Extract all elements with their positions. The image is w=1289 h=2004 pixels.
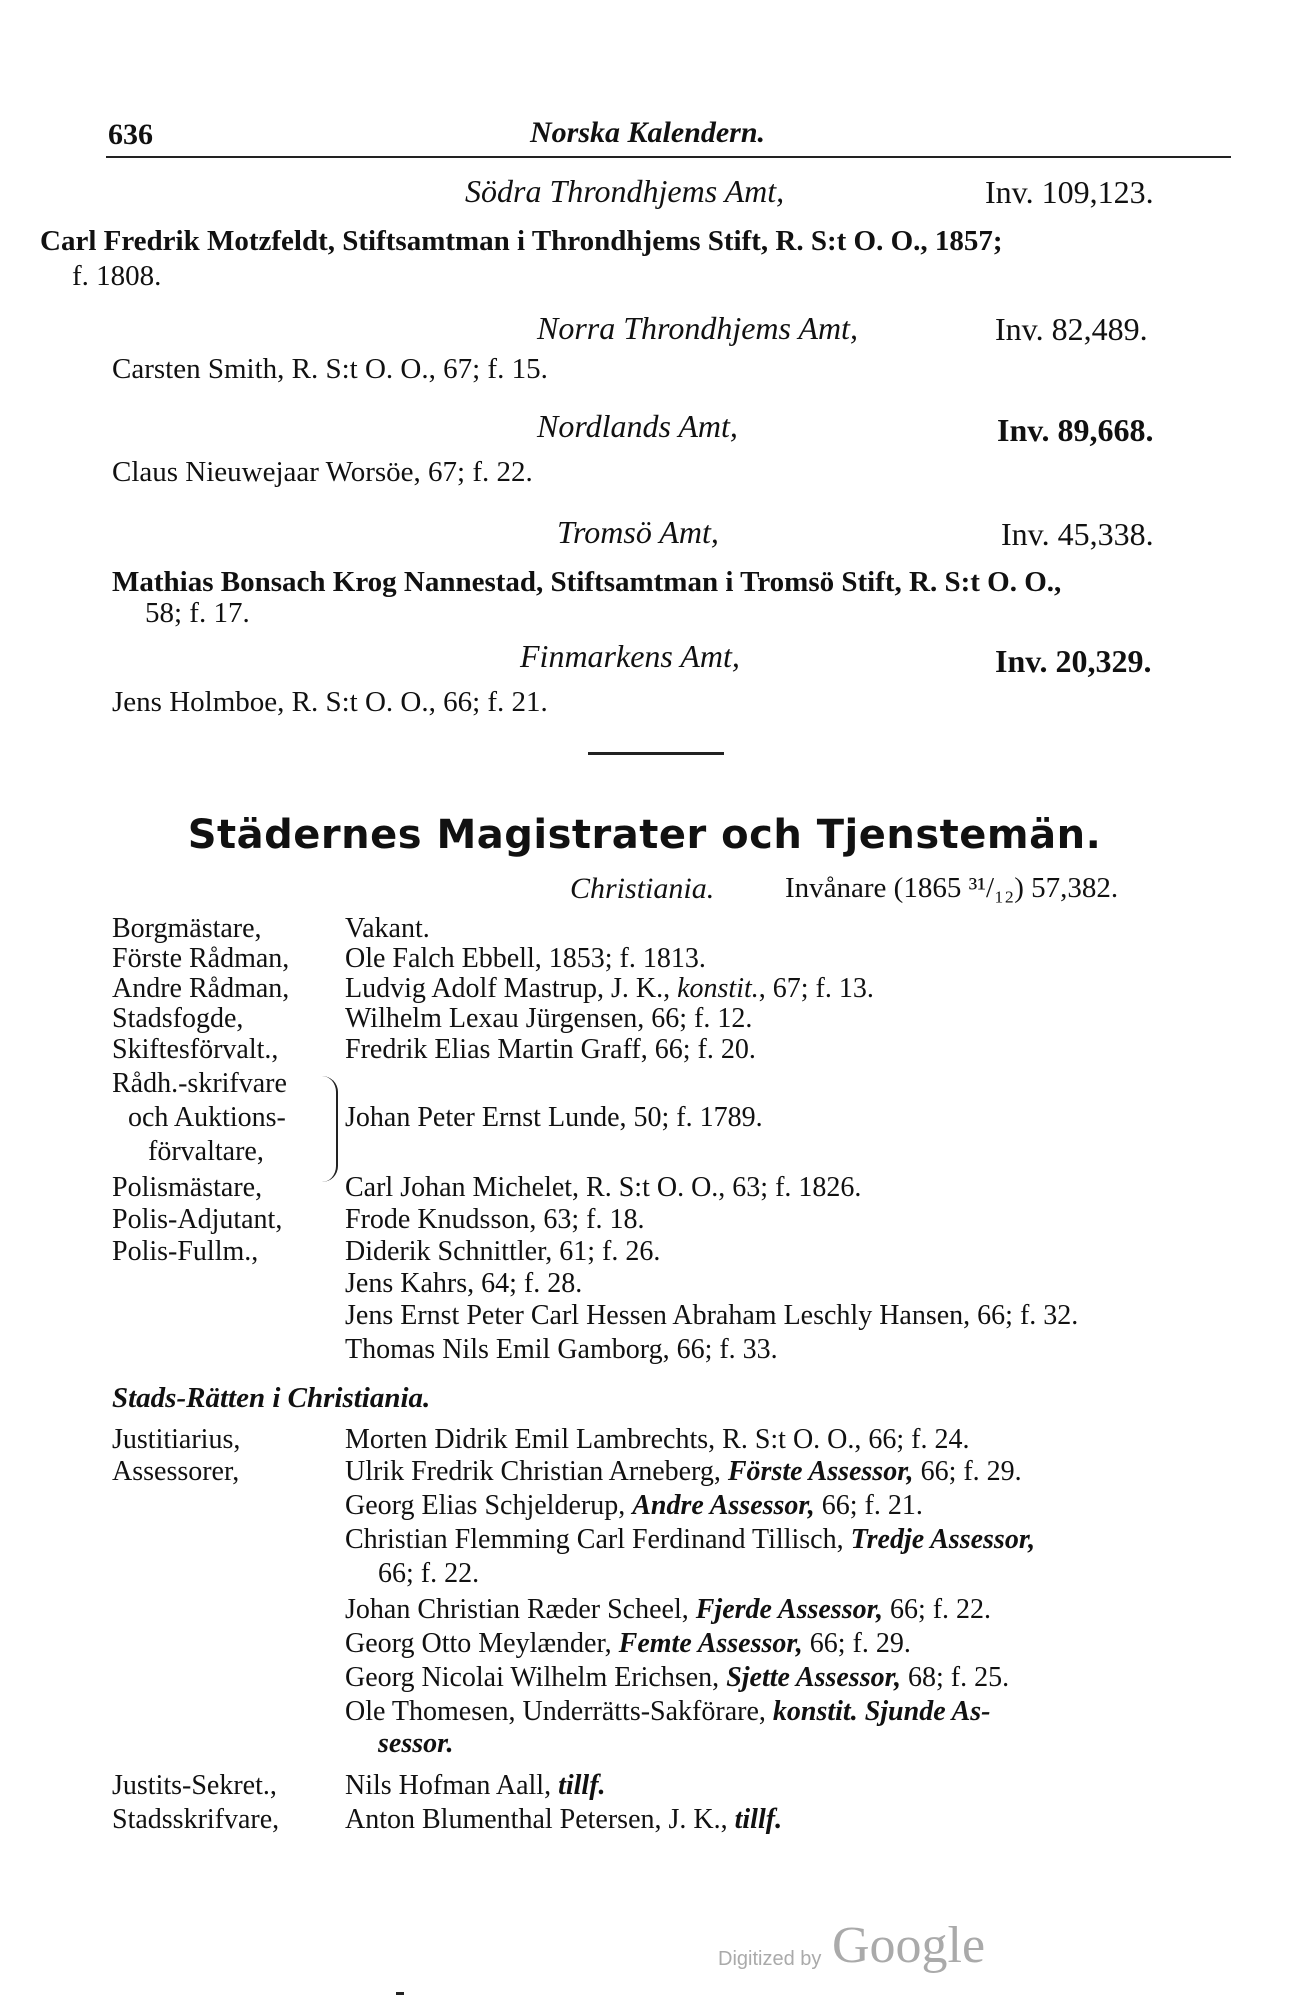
amt-inv: Inv. 89,668. [997,412,1154,448]
name-part: 66; f. 29. [802,1628,911,1659]
name-part: , 67; f. 13. [758,973,874,1004]
name-part: 68; f. 25. [900,1662,1010,1693]
official-title: och Auktions- [128,1102,286,1133]
official-name: Fredrik Elias Martin Graff, 66; f. 20. [345,1034,756,1065]
role-italic: Andre Assessor, [632,1490,815,1521]
official-name: Morten Didrik Emil Lambrechts, R. S:t O. O., 66; f. 24. [345,1424,970,1455]
brace [322,1076,338,1182]
amt-name: Norra Throndhjems Amt, [537,310,858,346]
name-part: Anton Blumenthal Petersen, J. K., [345,1804,735,1835]
name-part: Ole Thomesen, Underrätts-Sakförare, [345,1696,773,1727]
role-italic: konstit. [677,973,759,1004]
role-italic: tillf. [558,1770,606,1801]
official-title: Assessorer, [112,1456,240,1487]
name-part: 66; f. 22. [882,1594,992,1625]
role-italic: Sjunde As- [864,1696,991,1727]
name-part: 66; f. 21. [814,1490,923,1521]
name-part: Georg Elias Schjelderup, [345,1490,633,1521]
amt-name: Södra Throndhjems Amt, [465,173,785,209]
official-title: Polis-Adjutant, [112,1204,283,1235]
assessor-line [345,1628,911,1660]
amt-entry: 58; f. 17. [145,597,250,629]
amt-name: Tromsö Amt, [557,514,719,550]
role-italic: tillf. [734,1804,783,1835]
header-rule [106,156,1231,158]
amt-entry: f. 1808. [72,260,162,292]
amt-inv: Inv. 109,123. [985,174,1154,210]
official-title: Polis-Fullm., [112,1236,259,1267]
name-part: Georg Nicolai Wilhelm Erichsen, [345,1662,727,1693]
assessor-line [345,1456,1022,1488]
official-name: Frode Knudsson, 63; f. 18. [345,1204,645,1235]
name-part: Ulrik Fredrik Christian Arneberg, [345,1456,728,1487]
official-title: Borgmästare, [112,913,262,944]
footer-mark [396,1992,404,1995]
official-title: Rådh.-skrifvare [112,1068,287,1099]
name-part: Ludvig Adolf Mastrup, J. K., [345,973,678,1004]
official-title: förvaltare, [148,1136,264,1167]
section-title: Städernes Magistrater och Tjenstemän. [187,812,1102,858]
assessor-line: 66; f. 22. [378,1558,480,1589]
watermark-digitized: Digitized by [718,1948,822,1970]
official-title: Skiftesförvalt., [112,1034,279,1065]
assessor-line [345,1524,1035,1556]
assessor-line [345,1594,991,1626]
official-name: Diderik Schnittler, 61; f. 26. [345,1236,661,1267]
assessor-line [345,1662,1009,1694]
amt-inv: Inv. 20,329. [995,643,1152,679]
section-separator [588,752,724,755]
role-italic: konstit. [772,1696,858,1727]
official-name [345,1770,606,1802]
official-name: Carl Johan Michelet, R. S:t O. O., 63; f. 1826. [345,1172,862,1203]
assessor-line [345,1490,923,1522]
official-name: Vakant. [345,913,430,944]
city-population: Invånare (1865 ³¹/₁₂) 57,382. [785,872,1119,904]
official-name: Jens Kahrs, 64; f. 28. [345,1268,583,1299]
role-italic: Femte Assessor, [618,1628,803,1659]
amt-inv: Inv. 82,489. [995,311,1148,347]
role-italic: Sjette Assessor, [726,1662,901,1693]
official-title: Stadsskrifvare, [112,1804,280,1835]
page-number: 636 [108,118,153,151]
official-title: Justitiarius, [112,1424,241,1455]
city-name: Christiania. [570,872,715,905]
official-name: Ole Falch Ebbell, 1853; f. 1813. [345,943,706,974]
name-part: Georg Otto Meylænder, [345,1628,619,1659]
official-title: Förste Rådman, [112,943,290,974]
official-name: Johan Peter Ernst Lunde, 50; f. 1789. [345,1102,763,1133]
amt-entry: Mathias Bonsach Krog Nannestad, Stiftsamtman i Tromsö Stift, R. S:t O. O., [112,566,1062,598]
amt-entry: Jens Holmboe, R. S:t O. O., 66; f. 21. [112,686,548,718]
name-part: 66; f. 29. [913,1456,1022,1487]
amt-name: Finmarkens Amt, [520,638,740,674]
official-title: Andre Rådman, [112,973,290,1004]
assessor-line [345,1696,990,1728]
stadsratten-heading: Stads-Rätten i Christiania. [112,1382,431,1414]
official-name [345,973,874,1005]
amt-name: Nordlands Amt, [537,408,738,444]
official-name: Jens Ernst Peter Carl Hessen Abraham Leschly Hansen, 66; f. 32. [345,1300,1079,1331]
official-name [345,1804,782,1836]
amt-inv: Inv. 45,338. [1001,516,1154,552]
role-italic: Tredje Assessor, [850,1524,1036,1555]
running-title: Norska Kalendern. [530,116,766,149]
official-name: Wilhelm Lexau Jürgensen, 66; f. 12. [345,1003,753,1034]
official-name: Thomas Nils Emil Gamborg, 66; f. 33. [345,1334,778,1365]
name-part: Christian Flemming Carl Ferdinand Tillisch, [345,1524,851,1555]
name-part: Johan Christian Ræder Scheel, [345,1594,696,1625]
amt-entry: Carl Fredrik Motzfeldt, Stiftsamtman i Throndhjems Stift, R. S:t O. O., 1857; [40,225,1003,257]
name-part: Nils Hofman Aall, [345,1770,559,1801]
assessor-line: sessor. [378,1728,454,1759]
official-title: Justits-Sekret., [112,1770,277,1801]
amt-entry: Claus Nieuwejaar Worsöe, 67; f. 22. [112,456,533,488]
amt-entry: Carsten Smith, R. S:t O. O., 67; f. 15. [112,353,548,385]
role-italic: Fjerde Assessor, [695,1594,883,1625]
official-title: Polismästare, [112,1172,263,1203]
role-italic: Förste Assessor, [727,1456,914,1487]
official-title: Stadsfogde, [112,1003,244,1034]
watermark-google: Google [832,1917,986,1974]
